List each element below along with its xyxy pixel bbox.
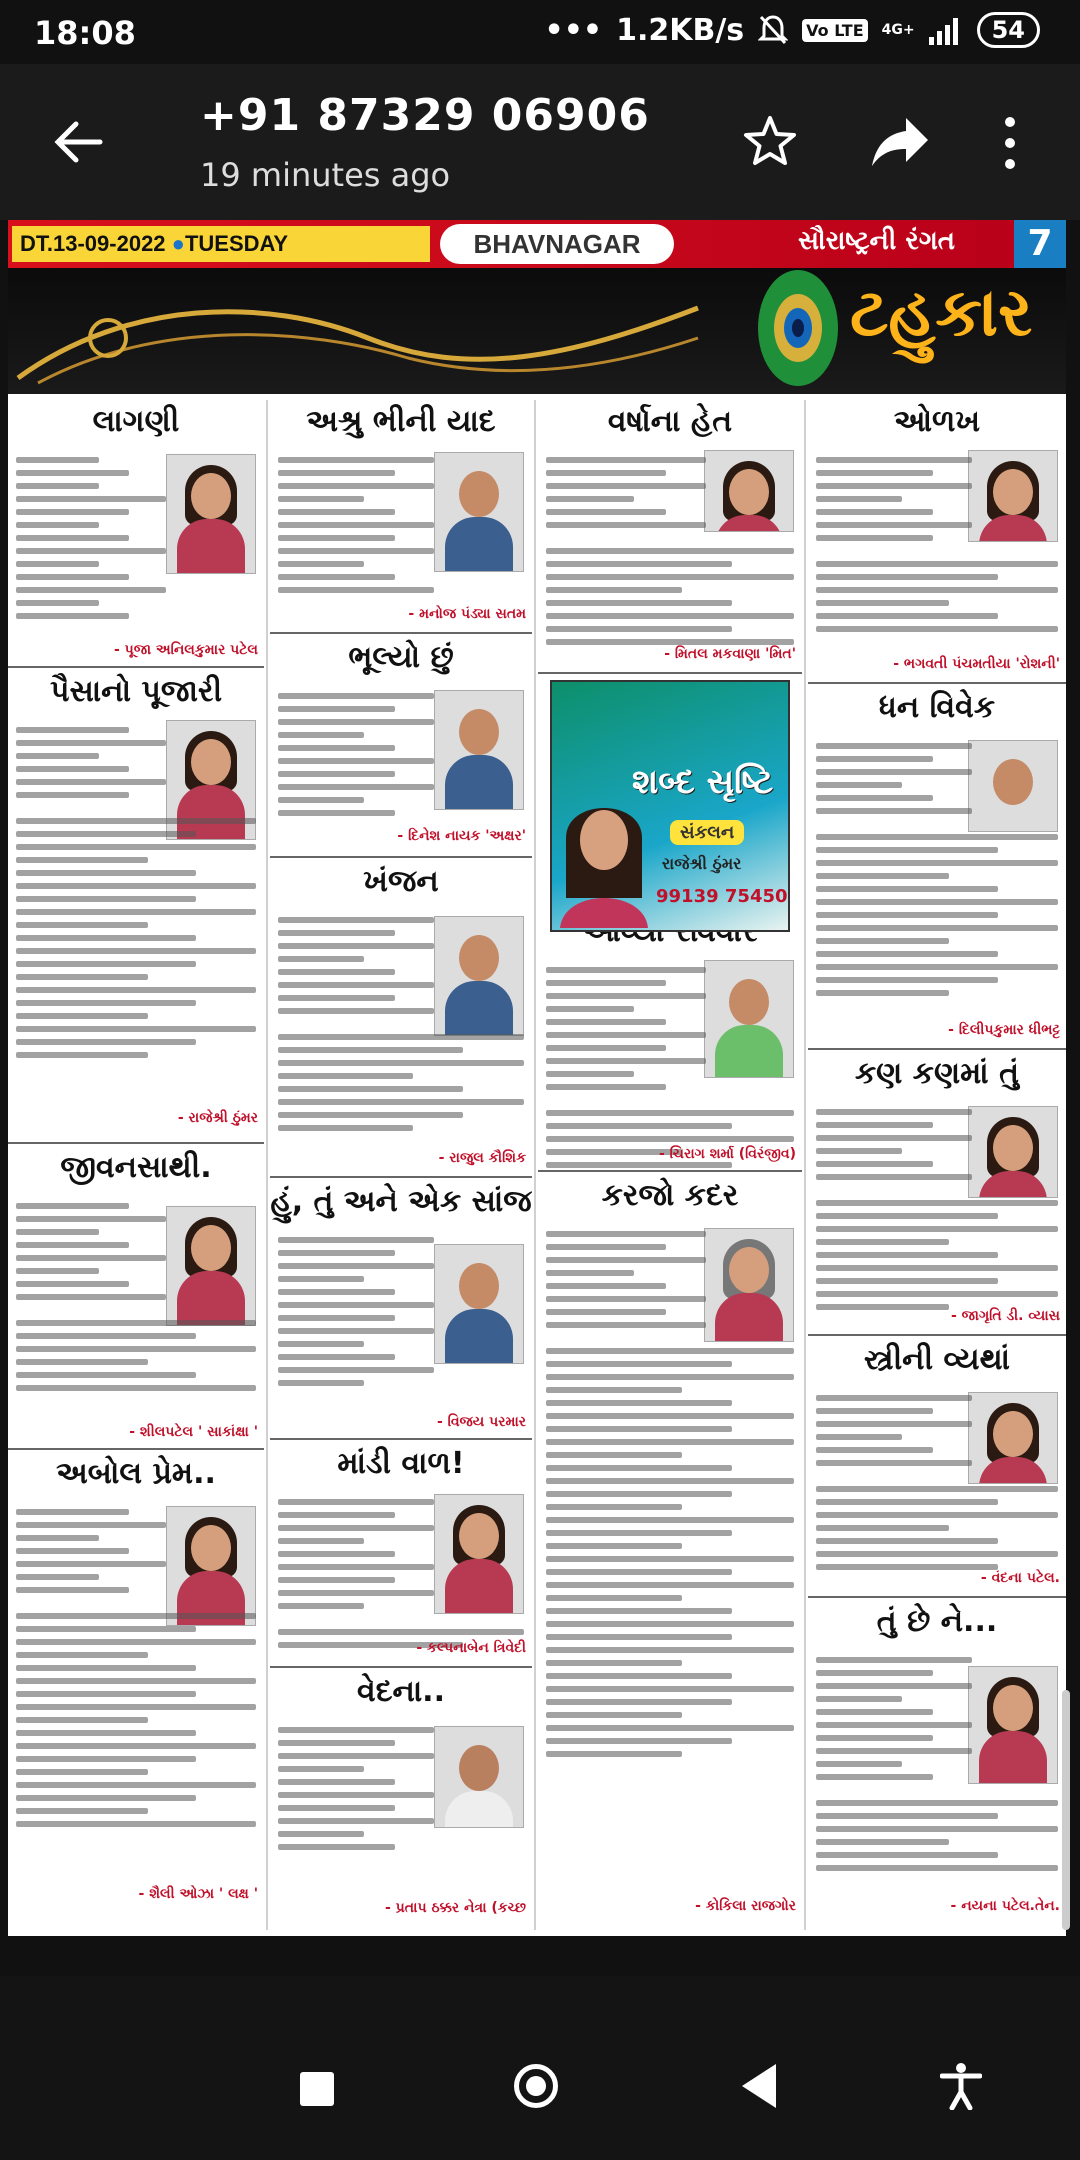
author-photo <box>968 1392 1058 1484</box>
author-photo <box>704 1228 794 1342</box>
column-1 <box>8 400 264 1930</box>
back-arrow-icon[interactable] <box>52 116 104 168</box>
more-dots-icon: ••• <box>544 12 603 48</box>
ad-tag: સંકલન <box>670 820 744 845</box>
column-3 <box>538 400 802 1930</box>
article-divider <box>538 672 802 674</box>
article-mandi <box>270 1442 532 1664</box>
article-title: માંડી વાળ! <box>337 1446 465 1481</box>
sent-time: 19 minutes ago <box>200 156 451 194</box>
author-name: - કોકિલા રાજગોર <box>695 1898 796 1914</box>
accessibility-icon[interactable] <box>940 2062 982 2110</box>
author-name: - દિનેશ નાયક 'અક્ષર' <box>397 828 526 844</box>
article-title: હું, તું અને એક સાંજ <box>270 1184 532 1219</box>
ad-phone: 99139 75450 <box>656 886 788 907</box>
article-title: જીવનસાથી. <box>60 1150 212 1185</box>
article-title: વર્ષાના હેત <box>607 404 733 439</box>
author-name: - રાજુલ કૌશિક <box>438 1150 526 1166</box>
article-title: કણ કણમાં તું <box>855 1056 1019 1091</box>
article-divider <box>270 1176 532 1178</box>
article-divider <box>808 1048 1066 1050</box>
article-jivan <box>8 1146 264 1446</box>
page-number: 7 <box>1014 220 1066 268</box>
article-divider <box>270 856 532 858</box>
author-name: - પૂજા અનિલકુમાર પટેલ <box>113 642 258 658</box>
author-photo <box>434 690 524 810</box>
star-icon[interactable] <box>742 114 798 170</box>
author-photo <box>434 1244 524 1364</box>
column-divider <box>266 400 268 1930</box>
author-name: - વિજય પરમાર <box>436 1414 526 1430</box>
article-title: ધન વિવેક <box>878 690 996 725</box>
article-stri <box>808 1338 1066 1594</box>
article-ashru <box>270 400 532 630</box>
author-photo <box>968 1666 1058 1784</box>
peacock-feather-icon <box>748 268 848 394</box>
column-divider <box>534 400 536 1930</box>
author-name: - નયના પટેલ.તેન. <box>950 1898 1060 1914</box>
article-divider <box>808 1334 1066 1336</box>
more-vert-icon[interactable] <box>1000 116 1020 170</box>
article-title: લાગણી <box>92 404 180 439</box>
author-name: - મનોજ પંડ્યા સતમ <box>408 606 526 622</box>
article-tu <box>808 1600 1066 1922</box>
article-title: અશ્રુ ભીની યાદ <box>306 404 496 439</box>
network-speed: 1.2KB/s <box>616 12 745 48</box>
author-name: - જાગૃતિ ડી. વ્યાસ <box>950 1308 1060 1324</box>
ad-name: રાજેશ્રી ઠુંમર <box>662 854 742 873</box>
scroll-indicator <box>1062 1690 1070 1930</box>
status-time: 18:08 <box>34 14 136 52</box>
shabd-srushti-ad <box>550 680 790 932</box>
author-photo <box>434 916 524 1036</box>
share-forward-icon[interactable] <box>870 116 930 168</box>
author-name: - ભગવતી પંચમતીયા 'રોશની' <box>893 656 1060 672</box>
author-name: - ચિરાગ શર્મા (વિરંજીવ) <box>658 1146 796 1162</box>
volte-badge: Vo LTE <box>802 19 867 42</box>
article-title: અબોલ પ્રેમ.. <box>56 1456 216 1491</box>
author-name: - શૈલી ઓઝા ' લક્ષ ' <box>138 1886 258 1902</box>
status-icons <box>545 12 1040 48</box>
author-photo <box>434 1494 524 1614</box>
article-bhulyo <box>270 636 532 854</box>
column-divider <box>804 400 806 1930</box>
article-vedna <box>270 1670 532 1922</box>
sender-number: +91 87329 06906 <box>200 90 650 141</box>
author-photo <box>166 1506 256 1626</box>
article-title: કરજો કદર <box>601 1178 739 1213</box>
author-photo <box>704 450 794 532</box>
article-laagni <box>8 400 264 664</box>
author-name: - પ્રતાપ ઠક્કર નેત્રા (કચ્છ <box>385 1900 526 1916</box>
ad-title: શબ્દ સૃષ્ટિ <box>632 762 774 802</box>
article-olakh <box>808 400 1066 680</box>
masthead-banner <box>8 268 1066 394</box>
author-name: - દિલીપકુમાર ધીભટ્ટ <box>948 1022 1060 1038</box>
article-title: તું છે ને... <box>876 1604 998 1639</box>
article-divider <box>270 1666 532 1668</box>
article-divider <box>8 1448 264 1450</box>
battery-indicator: 54 <box>977 12 1040 48</box>
city-name: BHAVNAGAR <box>440 224 674 264</box>
recents-square-icon[interactable] <box>300 2072 334 2106</box>
masthead-title: ટહુકાર <box>850 274 1033 351</box>
author-photo <box>434 452 524 572</box>
author-photo <box>166 1206 256 1326</box>
author-name: - શીલપટેલ ' સાકાંક્ષા ' <box>129 1424 258 1440</box>
author-photo <box>704 960 794 1078</box>
author-photo <box>166 454 256 574</box>
article-hu <box>270 1180 532 1436</box>
app-bar <box>0 64 1080 220</box>
article-divider <box>270 632 532 634</box>
article-title: ભૂલ્યો છું <box>348 640 454 675</box>
signal-icon <box>929 15 963 45</box>
article-karjo <box>538 1174 802 1922</box>
article-khanjan <box>270 860 532 1174</box>
author-name: - મિતલ મકવાણા 'મિત' <box>664 646 796 662</box>
article-divider <box>538 1170 802 1172</box>
column-4 <box>808 400 1066 1930</box>
author-name: - કલ્પનાબેન ત્રિવેદી <box>416 1640 526 1656</box>
status-bar <box>0 0 1080 64</box>
article-divider <box>808 1596 1066 1598</box>
article-ravivar <box>538 910 802 1168</box>
article-title: ઓળખ <box>893 404 981 439</box>
article-paisa <box>8 670 264 1140</box>
article-dhan <box>808 686 1066 1046</box>
article-divider <box>8 666 264 668</box>
date-strip <box>12 226 430 262</box>
article-title: વેદના.. <box>357 1674 445 1709</box>
back-triangle-icon[interactable] <box>742 2064 776 2108</box>
paper-day: TUESDAY <box>184 231 289 256</box>
author-photo <box>968 1106 1058 1198</box>
network-type: 4G+ <box>881 22 915 38</box>
article-kan <box>808 1052 1066 1332</box>
article-divider <box>270 1438 532 1440</box>
author-name: - રાજેશ્રી ઠુંમર <box>177 1110 258 1126</box>
article-title: ખંજન <box>363 864 439 899</box>
article-varsha <box>538 400 802 670</box>
newspaper-image[interactable] <box>8 220 1066 1936</box>
article-divider <box>808 682 1066 684</box>
author-name: - વંદના પટેલ. <box>980 1570 1060 1586</box>
article-divider <box>8 1142 264 1144</box>
article-title: પૈસાનો પૂજારી <box>49 674 223 709</box>
home-circle-icon[interactable] <box>514 2064 558 2108</box>
article-abol <box>8 1452 264 1922</box>
author-photo <box>434 1726 524 1828</box>
column-2 <box>270 400 532 1930</box>
dot-icon: ● <box>171 231 185 256</box>
paper-date: DT.13-09-2022 <box>20 231 166 256</box>
article-title: સ્ત્રીની વ્યથાં <box>864 1342 1010 1377</box>
author-photo <box>968 740 1058 832</box>
section-name: સૌરાષ્ટ્રની રંગત <box>798 226 956 256</box>
bell-off-icon <box>758 14 788 46</box>
author-photo <box>968 450 1058 542</box>
gold-swirl-decoration <box>8 278 708 388</box>
